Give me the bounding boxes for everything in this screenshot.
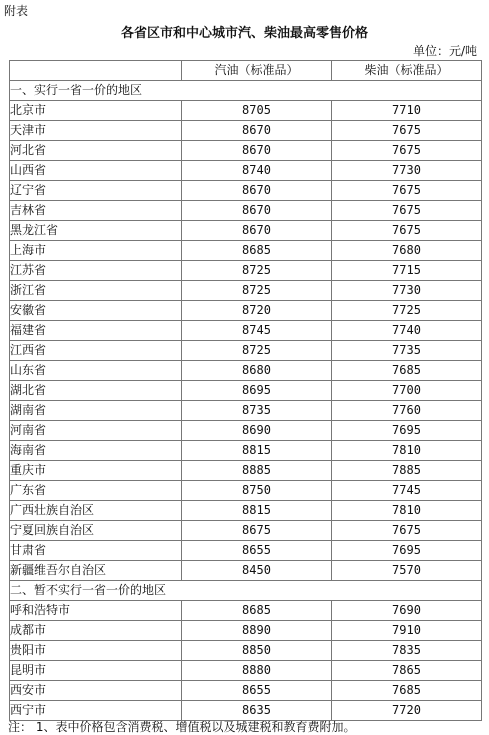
- region-cell: 江苏省: [10, 261, 182, 281]
- section-title: 一、实行一省一价的地区: [10, 81, 482, 101]
- table-row: [10, 101, 482, 121]
- region-cell: 北京市: [10, 101, 182, 121]
- table-row: [10, 561, 482, 581]
- table-row: [10, 421, 482, 441]
- diesel-price-cell: 7690: [332, 601, 482, 621]
- diesel-price-cell: 7685: [332, 361, 482, 381]
- gasoline-price-cell: 8740: [182, 161, 332, 181]
- region-cell: 海南省: [10, 441, 182, 461]
- diesel-price-cell: 7715: [332, 261, 482, 281]
- gasoline-price-cell: 8725: [182, 281, 332, 301]
- gasoline-price-cell: 8725: [182, 341, 332, 361]
- diesel-price-cell: 7680: [332, 241, 482, 261]
- gasoline-price-cell: 8815: [182, 501, 332, 521]
- table-header: [10, 61, 482, 81]
- region-cell: 黑龙江省: [10, 221, 182, 241]
- region-cell: 江西省: [10, 341, 182, 361]
- diesel-price-cell: 7675: [332, 121, 482, 141]
- table-row: [10, 641, 482, 661]
- table-row: [10, 281, 482, 301]
- table-row: [10, 481, 482, 501]
- table-row: [10, 161, 482, 181]
- unit-label: 单位：元/吨: [412, 44, 477, 58]
- gasoline-price-cell: 8695: [182, 381, 332, 401]
- region-cell: 辽宁省: [10, 181, 182, 201]
- gasoline-price-cell: 8735: [182, 401, 332, 421]
- region-cell: 山东省: [10, 361, 182, 381]
- gasoline-price-cell: 8685: [182, 601, 332, 621]
- gasoline-price-cell: 8885: [182, 461, 332, 481]
- region-cell: 新疆维吾尔自治区: [10, 561, 182, 581]
- diesel-price-cell: 7710: [332, 101, 482, 121]
- table-row: [10, 141, 482, 161]
- region-cell: 吉林省: [10, 201, 182, 221]
- gasoline-price-cell: 8890: [182, 621, 332, 641]
- region-cell: 天津市: [10, 121, 182, 141]
- gasoline-price-cell: 8815: [182, 441, 332, 461]
- table-row: [10, 521, 482, 541]
- table-row: [10, 461, 482, 481]
- gasoline-price-cell: 8635: [182, 701, 332, 721]
- footnote: 注： 1、表中价格包含消费税、增值税以及城建税和教育费附加。: [8, 720, 356, 734]
- gasoline-price-cell: 8750: [182, 481, 332, 501]
- section-title: 二、暂不实行一省一价的地区: [10, 581, 482, 601]
- gasoline-price-cell: 8680: [182, 361, 332, 381]
- region-cell: 呼和浩特市: [10, 601, 182, 621]
- region-cell: 河北省: [10, 141, 182, 161]
- region-cell: 广东省: [10, 481, 182, 501]
- diesel-price-cell: 7720: [332, 701, 482, 721]
- region-cell: 甘肃省: [10, 541, 182, 561]
- region-cell: 上海市: [10, 241, 182, 261]
- gasoline-price-cell: 8655: [182, 681, 332, 701]
- diesel-price-cell: 7865: [332, 661, 482, 681]
- table-row: [10, 681, 482, 701]
- gasoline-price-cell: 8725: [182, 261, 332, 281]
- diesel-price-cell: 7740: [332, 321, 482, 341]
- table-body: [10, 81, 482, 721]
- region-cell: 湖北省: [10, 381, 182, 401]
- diesel-price-cell: 7570: [332, 561, 482, 581]
- gasoline-price-cell: 8670: [182, 141, 332, 161]
- gasoline-price-cell: 8850: [182, 641, 332, 661]
- region-cell: 宁夏回族自治区: [10, 521, 182, 541]
- table-row: [10, 301, 482, 321]
- table-row: [10, 121, 482, 141]
- diesel-price-cell: 7835: [332, 641, 482, 661]
- header-diesel: 柴油（标准品）: [332, 61, 482, 81]
- header-gasoline: 汽油（标准品）: [182, 61, 332, 81]
- table-row: [10, 361, 482, 381]
- gasoline-price-cell: 8690: [182, 421, 332, 441]
- gasoline-price-cell: 8720: [182, 301, 332, 321]
- region-cell: 湖南省: [10, 401, 182, 421]
- diesel-price-cell: 7730: [332, 281, 482, 301]
- region-cell: 山西省: [10, 161, 182, 181]
- region-cell: 河南省: [10, 421, 182, 441]
- diesel-price-cell: 7735: [332, 341, 482, 361]
- region-cell: 贵阳市: [10, 641, 182, 661]
- diesel-price-cell: 7675: [332, 141, 482, 161]
- section-row: [10, 81, 482, 101]
- diesel-price-cell: 7745: [332, 481, 482, 501]
- table-row: [10, 441, 482, 461]
- gasoline-price-cell: 8670: [182, 201, 332, 221]
- annex-label: 附表: [4, 4, 29, 18]
- region-cell: 西安市: [10, 681, 182, 701]
- table-row: [10, 621, 482, 641]
- region-cell: 福建省: [10, 321, 182, 341]
- table-row: [10, 221, 482, 241]
- diesel-price-cell: 7910: [332, 621, 482, 641]
- gasoline-price-cell: 8685: [182, 241, 332, 261]
- diesel-price-cell: 7810: [332, 501, 482, 521]
- table-row: [10, 321, 482, 341]
- table-row: [10, 541, 482, 561]
- region-cell: 成都市: [10, 621, 182, 641]
- gasoline-price-cell: 8745: [182, 321, 332, 341]
- diesel-price-cell: 7700: [332, 381, 482, 401]
- diesel-price-cell: 7695: [332, 541, 482, 561]
- gasoline-price-cell: 8670: [182, 121, 332, 141]
- gasoline-price-cell: 8675: [182, 521, 332, 541]
- page-title: 各省区市和中心城市汽、柴油最高零售价格: [120, 26, 368, 41]
- gasoline-price-cell: 8450: [182, 561, 332, 581]
- diesel-price-cell: 7730: [332, 161, 482, 181]
- table-row: [10, 241, 482, 261]
- diesel-price-cell: 7675: [332, 521, 482, 541]
- table-row: [10, 341, 482, 361]
- gasoline-price-cell: 8705: [182, 101, 332, 121]
- region-cell: 西宁市: [10, 701, 182, 721]
- gasoline-price-cell: 8670: [182, 181, 332, 201]
- table-row: [10, 381, 482, 401]
- table-row: [10, 201, 482, 221]
- price-table: [9, 60, 482, 721]
- diesel-price-cell: 7725: [332, 301, 482, 321]
- diesel-price-cell: 7675: [332, 221, 482, 241]
- header-row: [10, 61, 482, 81]
- table-row: [10, 401, 482, 421]
- region-cell: 重庆市: [10, 461, 182, 481]
- region-cell: 昆明市: [10, 661, 182, 681]
- table-row: [10, 181, 482, 201]
- diesel-price-cell: 7695: [332, 421, 482, 441]
- gasoline-price-cell: 8670: [182, 221, 332, 241]
- table-row: [10, 261, 482, 281]
- header-region: [10, 61, 182, 81]
- diesel-price-cell: 7885: [332, 461, 482, 481]
- gasoline-price-cell: 8880: [182, 661, 332, 681]
- section-row: [10, 581, 482, 601]
- diesel-price-cell: 7810: [332, 441, 482, 461]
- diesel-price-cell: 7760: [332, 401, 482, 421]
- table-row: [10, 661, 482, 681]
- region-cell: 广西壮族自治区: [10, 501, 182, 521]
- gasoline-price-cell: 8655: [182, 541, 332, 561]
- region-cell: 浙江省: [10, 281, 182, 301]
- diesel-price-cell: 7685: [332, 681, 482, 701]
- diesel-price-cell: 7675: [332, 181, 482, 201]
- region-cell: 安徽省: [10, 301, 182, 321]
- diesel-price-cell: 7675: [332, 201, 482, 221]
- table-row: [10, 601, 482, 621]
- table-row: [10, 501, 482, 521]
